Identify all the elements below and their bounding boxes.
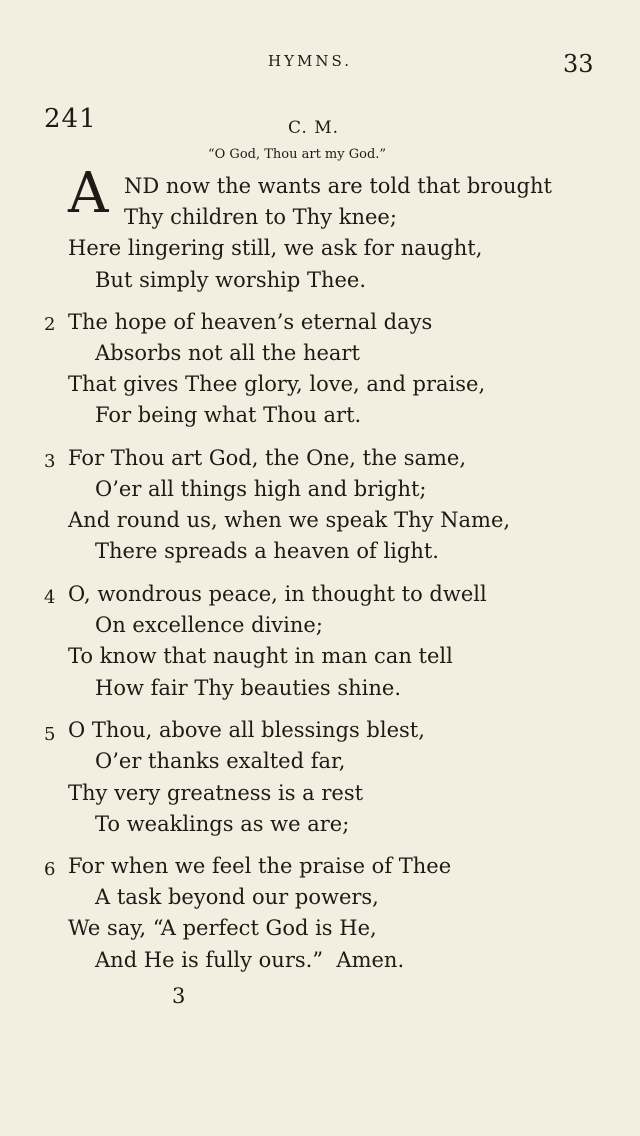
stanza-2-number: 2 [44, 314, 56, 335]
stanza-4-line-4: How fair Thy beauties shine. [95, 676, 401, 700]
stanza-4-number: 4 [44, 587, 56, 608]
hymn-epigraph: “O God, Thou art my God.” [208, 147, 387, 162]
stanza-1-line-1: ND now the wants are told that brought [124, 174, 552, 198]
page-number: 33 [563, 50, 594, 78]
stanza-3-number: 3 [44, 451, 56, 472]
drop-cap: A [68, 161, 109, 226]
stanza-2-line-4: For being what Thou art. [95, 403, 362, 427]
stanza-4-line-3: To know that naught in man can tell [68, 644, 453, 668]
stanza-5-line-2: O’er thanks exalted far, [95, 749, 346, 773]
hymn-meter: C. M. [288, 118, 340, 138]
stanza-1-line-3: Here lingering still, we ask for naught, [68, 236, 483, 260]
stanza-3-line-1: For Thou art God, the One, the same, [68, 446, 467, 470]
stanza-4-line-1: O, wondrous peace, in thought to dwell [68, 582, 487, 606]
stanza-5-line-1: O Thou, above all blessings blest, [68, 718, 425, 742]
stanza-5-line-4: To weaklings as we are; [95, 812, 350, 836]
stanza-6-line-2: A task beyond our powers, [95, 885, 379, 909]
stanza-3-line-4: There spreads a heaven of light. [95, 539, 439, 563]
stanza-1-line-4: But simply worship Thee. [95, 268, 367, 292]
stanza-1-line-2: Thy children to Thy knee; [124, 205, 397, 229]
signature-mark: 3 [172, 984, 186, 1008]
stanza-5-line-3: Thy very greatness is a rest [68, 781, 364, 805]
stanza-6-line-3: We say, “A perfect God is He, [68, 916, 377, 940]
hymn-number: 241 [44, 104, 97, 134]
stanza-6-line-4: And He is fully ours.” Amen. [95, 948, 405, 972]
stanza-3-line-2: O’er all things high and bright; [95, 477, 427, 501]
stanza-2-line-3: That gives Thee glory, love, and praise, [68, 372, 486, 396]
stanza-6-line-1: For when we feel the praise of Thee [68, 854, 452, 878]
stanza-4-line-2: On excellence divine; [95, 613, 323, 637]
stanza-2-line-2: Absorbs not all the heart [95, 341, 360, 365]
stanza-6-number: 6 [44, 859, 56, 880]
stanza-5-number: 5 [44, 724, 56, 745]
stanza-2-line-1: The hope of heaven’s eternal days [68, 310, 433, 334]
stanza-3-line-3: And round us, when we speak Thy Name, [68, 508, 511, 532]
running-title: HYMNS. [268, 52, 352, 70]
